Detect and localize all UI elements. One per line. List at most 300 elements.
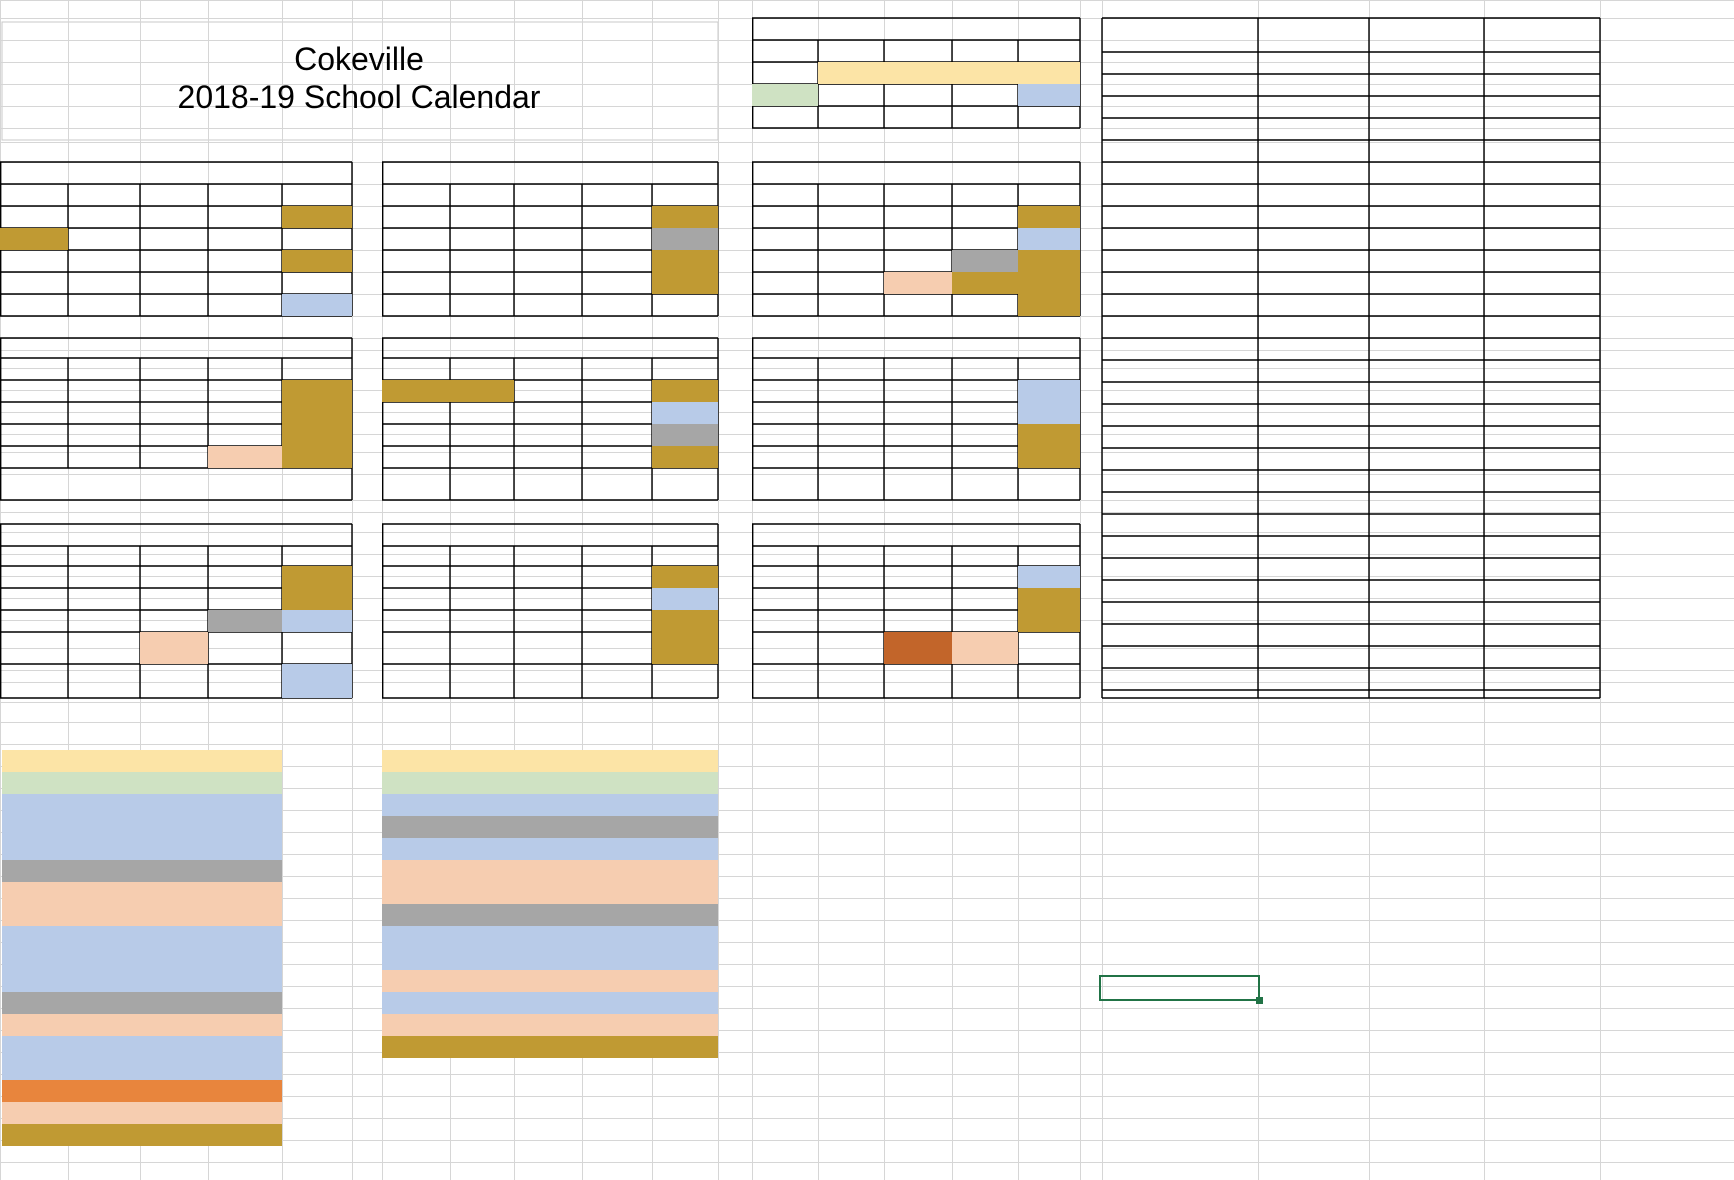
day-cell[interactable] [140,272,208,294]
day-header [884,40,952,62]
day-header [818,184,884,206]
day-cell[interactable] [818,402,884,424]
day-cell[interactable] [0,402,68,424]
day-cell[interactable] [818,106,884,128]
day-cell[interactable] [0,380,68,402]
day-cell[interactable] [752,566,818,588]
day-cell[interactable] [818,566,884,588]
day-cell[interactable] [450,566,514,588]
day-cell[interactable] [208,610,282,632]
summary-value [1369,118,1484,140]
day-cell[interactable] [382,610,450,632]
day-cell[interactable] [68,294,140,316]
day-cell[interactable] [582,424,652,446]
day-cell[interactable] [208,566,282,588]
day-cell[interactable] [208,228,282,250]
day-cell[interactable] [1018,632,1080,664]
day-cell[interactable] [1018,446,1080,468]
legend-item [2,1080,282,1102]
day-cell[interactable] [752,62,818,84]
day-cell[interactable] [208,664,282,698]
day-cell[interactable] [818,632,884,664]
day-cell[interactable] [208,272,282,294]
day-cell[interactable] [514,380,582,402]
bell-hs-value [1258,614,1261,636]
day-cell[interactable] [140,664,208,698]
day-cell[interactable] [652,610,718,632]
day-cell[interactable] [582,468,652,500]
day-header [514,184,582,206]
day-cell[interactable] [208,588,282,610]
summary-month [1102,52,1258,74]
day-cell[interactable] [382,446,450,468]
legend-item [2,1058,282,1080]
day-cell[interactable] [514,610,582,632]
summary-value [1258,228,1369,250]
day-cell[interactable] [952,588,1018,610]
day-cell[interactable] [140,402,208,424]
day-header [282,358,352,380]
day-cell[interactable] [382,566,450,588]
day-cell[interactable] [1018,228,1080,250]
day-cell[interactable] [282,610,352,632]
legend-item [382,1014,718,1036]
day-cell[interactable] [208,424,282,446]
day-cell[interactable] [514,566,582,588]
day-cell[interactable] [818,228,884,250]
day-cell[interactable] [582,632,652,664]
day-cell[interactable] [884,424,952,446]
day-cell[interactable] [140,228,208,250]
day-cell[interactable] [818,588,884,610]
day-cell[interactable] [884,272,952,294]
day-cell[interactable] [1018,206,1080,228]
break-note [0,468,352,500]
day-cell[interactable] [582,380,652,402]
day-cell[interactable] [140,424,208,446]
day-cell[interactable] [582,250,652,272]
day-cell[interactable] [382,632,450,664]
day-cell[interactable] [652,468,718,500]
day-cell[interactable] [952,106,1018,128]
day-cell[interactable] [818,294,884,316]
day-cell[interactable] [282,588,352,610]
day-cell[interactable] [884,62,952,84]
day-cell[interactable] [514,664,582,698]
day-cell[interactable] [208,446,282,468]
day-cell[interactable] [450,588,514,610]
day-cell[interactable] [652,424,718,446]
day-cell[interactable] [514,228,582,250]
day-cell[interactable] [282,380,352,402]
legend-item [382,816,718,838]
day-cell[interactable] [1018,106,1080,128]
day-header [282,184,352,206]
selected-cell[interactable] [1099,975,1260,1001]
day-cell[interactable] [514,424,582,446]
day-cell[interactable] [1018,664,1080,698]
day-cell[interactable] [884,446,952,468]
day-cell[interactable] [652,588,718,610]
day-header [884,358,952,380]
month-name-august [752,18,1080,40]
day-cell[interactable] [884,106,952,128]
summary-value [1369,140,1484,162]
day-cell[interactable] [652,402,718,424]
day-cell[interactable] [752,632,818,664]
day-cell[interactable] [952,402,1018,424]
day-cell[interactable] [450,402,514,424]
day-cell[interactable] [68,610,140,632]
day-cell[interactable] [450,664,514,698]
elem-plc-value [1258,502,1369,524]
summary-value [1258,74,1369,96]
day-cell[interactable] [282,250,352,272]
day-cell[interactable] [752,250,818,272]
day-cell[interactable] [752,106,818,128]
day-cell[interactable] [0,424,68,446]
day-cell[interactable] [582,588,652,610]
day-cell[interactable] [752,588,818,610]
day-cell[interactable] [752,424,818,446]
day-cell[interactable] [1018,294,1080,316]
day-cell[interactable] [884,402,952,424]
day-cell[interactable] [68,566,140,588]
day-header [652,358,718,380]
day-cell[interactable] [952,62,1018,84]
day-cell[interactable] [0,272,68,294]
day-cell[interactable] [884,468,952,500]
day-cell[interactable] [818,610,884,632]
day-cell[interactable] [652,228,718,250]
day-cell[interactable] [952,294,1018,316]
hs-plc-value [1258,524,1261,546]
day-cell[interactable] [68,446,140,468]
day-cell[interactable] [450,228,514,250]
day-cell[interactable] [0,588,68,610]
day-cell[interactable] [68,402,140,424]
day-cell[interactable] [450,250,514,272]
day-cell[interactable] [208,206,282,228]
day-cell[interactable] [952,610,1018,632]
day-cell[interactable] [582,228,652,250]
summary-value [1258,52,1369,74]
day-header [1018,40,1080,62]
day-header [450,546,514,566]
day-header [382,358,450,380]
day-cell[interactable] [1018,610,1080,632]
day-cell[interactable] [752,610,818,632]
day-cell[interactable] [450,424,514,446]
summary-value [1484,228,1600,250]
day-cell[interactable] [282,446,352,468]
day-cell[interactable] [1018,402,1080,424]
day-cell[interactable] [450,272,514,294]
day-cell[interactable] [208,402,282,424]
day-header [652,546,718,566]
day-cell[interactable] [0,632,68,664]
day-cell[interactable] [140,380,208,402]
day-cell[interactable] [1018,380,1080,402]
day-cell[interactable] [1018,62,1080,84]
day-header [952,546,1018,566]
legend-item [2,860,282,882]
day-cell[interactable] [1018,566,1080,588]
day-cell[interactable] [652,664,718,698]
summary-header [1484,26,1600,42]
day-cell[interactable] [140,250,208,272]
day-cell[interactable] [652,380,718,402]
day-cell[interactable] [752,380,818,402]
day-cell[interactable] [884,228,952,250]
day-cell[interactable] [582,566,652,588]
day-cell[interactable] [818,664,884,698]
day-cell[interactable] [68,664,140,698]
day-cell[interactable] [652,206,718,228]
day-cell[interactable] [514,250,582,272]
summary-value [1369,52,1484,74]
elem-plc-label [1102,502,1105,524]
day-header [818,358,884,380]
day-cell[interactable] [1018,588,1080,610]
day-cell[interactable] [582,294,652,316]
day-cell[interactable] [652,446,718,468]
day-cell[interactable] [450,632,514,664]
day-cell[interactable] [952,250,1018,272]
legend-item [2,838,282,860]
month-name-november [752,162,1080,184]
day-cell[interactable] [68,632,140,664]
day-cell[interactable] [208,294,282,316]
day-cell[interactable] [818,206,884,228]
day-cell[interactable] [382,664,450,698]
day-cell[interactable] [752,84,818,106]
day-cell[interactable] [582,664,652,698]
summary-value [1484,162,1600,184]
legend-no-school-mark [382,1036,450,1058]
day-cell[interactable] [140,446,208,468]
fill-handle[interactable] [1256,997,1263,1004]
break-note [208,632,352,664]
day-cell[interactable] [952,228,1018,250]
day-cell[interactable] [514,588,582,610]
day-cell[interactable] [884,294,952,316]
day-cell[interactable] [282,424,352,446]
day-cell[interactable] [208,380,282,402]
day-cell[interactable] [140,206,208,228]
day-cell[interactable] [282,206,352,228]
summary-value [1369,74,1484,96]
staff-hs-label [1369,614,1372,636]
day-cell[interactable] [752,446,818,468]
day-cell[interactable] [818,446,884,468]
summary-month [1102,140,1258,162]
day-cell[interactable] [382,402,450,424]
day-cell[interactable] [1018,272,1080,294]
day-cell[interactable] [514,206,582,228]
legend-item [2,1036,282,1058]
day-cell[interactable] [818,62,884,84]
day-cell[interactable] [652,632,718,664]
day-cell[interactable] [652,272,718,294]
day-cell[interactable] [752,228,818,250]
day-header [884,184,952,206]
day-cell[interactable] [0,206,68,228]
day-cell[interactable] [582,206,652,228]
day-cell[interactable] [140,294,208,316]
day-cell[interactable] [382,588,450,610]
legend-item [2,816,282,838]
day-cell[interactable] [752,664,818,698]
day-cell[interactable] [752,294,818,316]
day-cell[interactable] [450,380,514,402]
day-header [208,358,282,380]
day-cell[interactable] [0,294,68,316]
day-cell[interactable] [952,632,1018,664]
day-cell[interactable] [68,250,140,272]
day-cell[interactable] [140,588,208,610]
day-cell[interactable] [884,84,952,106]
day-cell[interactable] [582,446,652,468]
legend-item [382,838,718,860]
day-cell[interactable] [0,446,68,468]
day-cell[interactable] [952,272,1018,294]
day-cell[interactable] [582,272,652,294]
day-cell[interactable] [68,380,140,402]
day-cell[interactable] [1018,250,1080,272]
day-cell[interactable] [282,664,352,698]
day-cell[interactable] [652,294,718,316]
day-header [514,546,582,566]
summary-value [1258,206,1369,228]
day-cell[interactable] [884,566,952,588]
day-cell[interactable] [818,424,884,446]
day-cell[interactable] [0,664,68,698]
day-cell[interactable] [952,468,1018,500]
day-header [140,184,208,206]
day-cell[interactable] [952,566,1018,588]
legend-item [2,904,282,926]
day-cell[interactable] [208,250,282,272]
day-cell[interactable] [68,228,140,250]
day-cell[interactable] [0,250,68,272]
day-cell[interactable] [952,84,1018,106]
day-header [68,546,140,566]
day-cell[interactable] [382,424,450,446]
day-cell[interactable] [884,664,952,698]
day-cell[interactable] [952,380,1018,402]
day-cell[interactable] [514,446,582,468]
day-cell[interactable] [952,424,1018,446]
bell-hs-label [1102,614,1105,636]
day-cell[interactable] [582,402,652,424]
day-cell[interactable] [450,294,514,316]
day-cell[interactable] [382,206,450,228]
day-cell[interactable] [68,206,140,228]
day-cell[interactable] [752,468,818,500]
day-cell[interactable] [884,632,952,664]
day-cell[interactable] [282,566,352,588]
day-cell[interactable] [582,610,652,632]
day-cell[interactable] [68,588,140,610]
day-header [952,358,1018,380]
day-cell[interactable] [382,294,450,316]
day-cell[interactable] [382,380,450,402]
month-name-january [382,338,718,358]
summary-value [1484,250,1600,272]
day-cell[interactable] [1018,468,1080,500]
day-cell[interactable] [450,206,514,228]
day-cell[interactable] [752,206,818,228]
day-cell[interactable] [282,294,352,316]
day-cell[interactable] [884,380,952,402]
month-name-february [752,338,1080,358]
day-cell[interactable] [140,610,208,632]
day-cell[interactable] [884,588,952,610]
summary-value [1484,118,1600,140]
day-cell[interactable] [514,402,582,424]
day-cell[interactable] [382,468,450,500]
day-cell[interactable] [818,380,884,402]
day-header [450,184,514,206]
day-cell[interactable] [818,84,884,106]
day-cell[interactable] [68,424,140,446]
day-cell[interactable] [952,206,1018,228]
summary-month [1102,74,1258,96]
day-cell[interactable] [752,402,818,424]
title-line-1: Cokeville [294,41,424,77]
day-cell[interactable] [0,228,68,250]
day-cell[interactable] [1018,84,1080,106]
day-cell[interactable] [282,402,352,424]
day-cell[interactable] [652,250,718,272]
day-cell[interactable] [382,272,450,294]
day-cell[interactable] [514,272,582,294]
day-cell[interactable] [282,228,352,250]
day-cell[interactable] [382,228,450,250]
day-cell[interactable] [1018,424,1080,446]
day-cell[interactable] [514,294,582,316]
day-header [752,40,818,62]
day-cell[interactable] [0,610,68,632]
day-cell[interactable] [450,468,514,500]
day-cell[interactable] [884,206,952,228]
day-cell[interactable] [450,446,514,468]
day-cell[interactable] [382,250,450,272]
day-cell[interactable] [752,272,818,294]
day-cell[interactable] [818,272,884,294]
day-cell[interactable] [450,610,514,632]
day-cell[interactable] [140,632,208,664]
day-cell[interactable] [514,632,582,664]
day-cell[interactable] [818,468,884,500]
month-name-may [752,524,1080,546]
day-cell[interactable] [818,250,884,272]
bell-elem-label [1102,592,1105,614]
day-cell[interactable] [884,610,952,632]
day-cell[interactable] [282,272,352,294]
day-cell[interactable] [884,250,952,272]
day-cell[interactable] [652,566,718,588]
day-cell[interactable] [0,566,68,588]
day-cell[interactable] [140,566,208,588]
day-cell[interactable] [952,664,1018,698]
day-cell[interactable] [68,272,140,294]
day-header [0,184,68,206]
day-cell[interactable] [514,468,582,500]
day-header [68,184,140,206]
day-cell[interactable] [952,446,1018,468]
